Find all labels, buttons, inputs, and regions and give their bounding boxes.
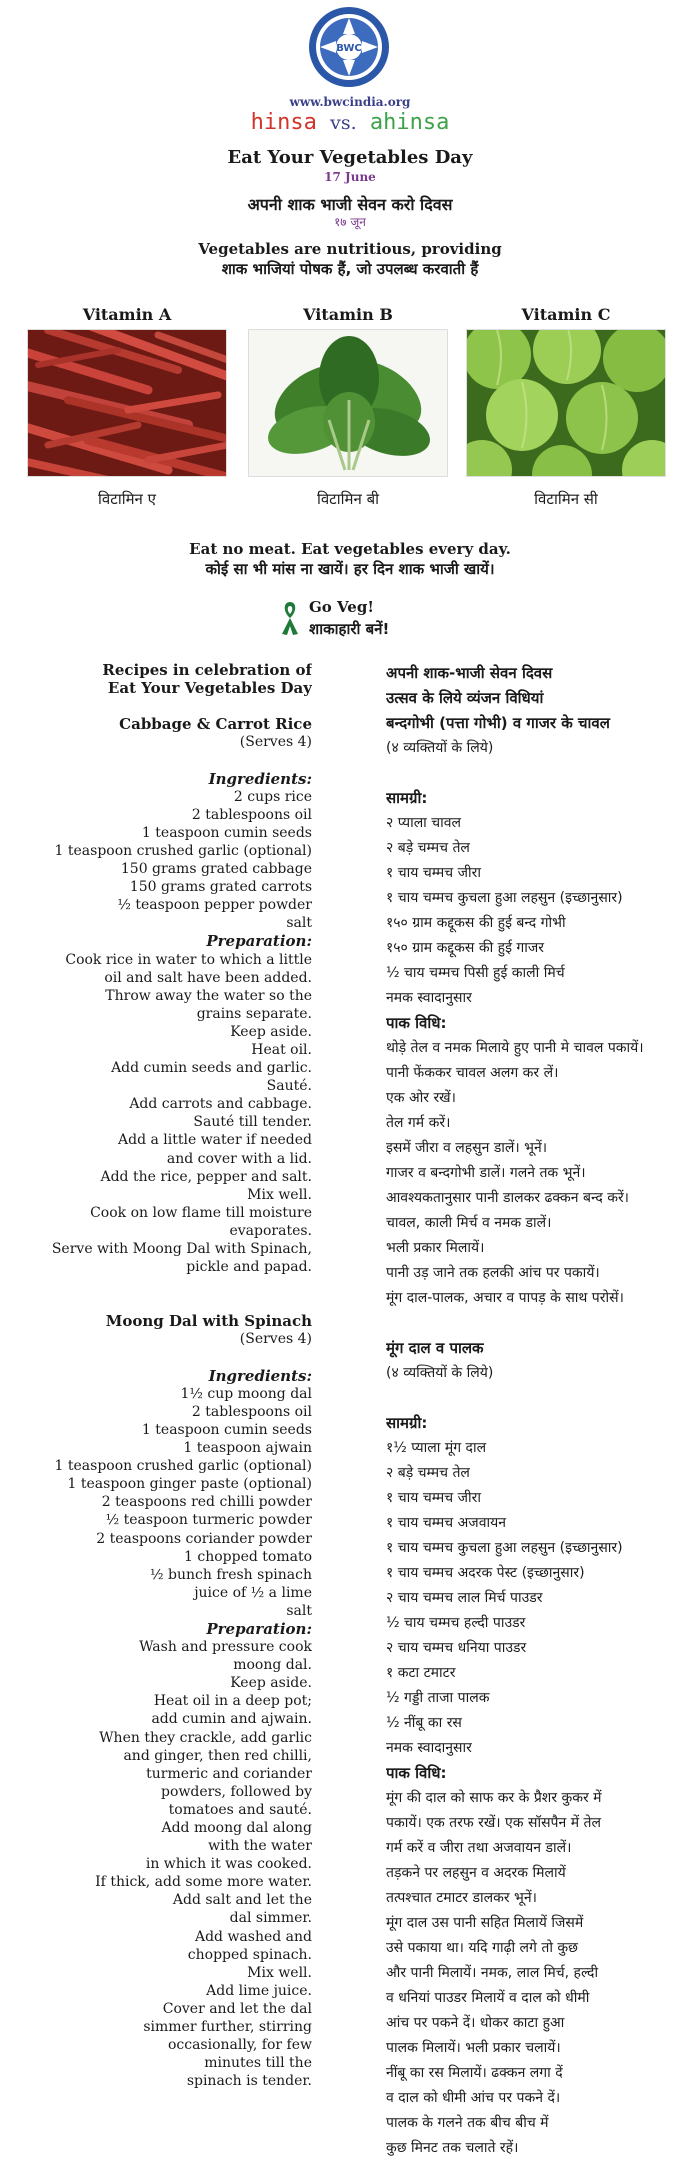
recipe-line [0, 1294, 312, 1312]
logo-text: BWC [336, 43, 362, 54]
recipe-subheading: Ingredients: [208, 769, 312, 788]
recipe-subheading: Ingredients: [208, 1366, 312, 1385]
recipe-line: powders, followed by [161, 1783, 312, 1800]
recipe-line: and cover with a lid. [166, 1150, 312, 1167]
recipe-line: 2 tablespoons oil [191, 806, 312, 823]
recipe-line: ½ चाय चम्मच हल्दी पाउडर [386, 1615, 526, 1631]
go-veg-heading: Go Veg! [309, 598, 374, 616]
recipe-subheading: Preparation: [206, 932, 312, 951]
recipe-line [0, 751, 312, 769]
recipe-heading: पाक विधि: [386, 1764, 447, 1782]
page-title: Eat Your Vegetables Day [227, 147, 473, 168]
recipe-line: (४ व्यक्तियों के लिये) [386, 1365, 494, 1381]
recipe-line: आवश्यकतानुसार पानी डालकर ढक्कन बन्द करें। [386, 1190, 629, 1206]
recipe-line: salt [286, 915, 312, 932]
slogan: Eat no meat. Eat vegetables every day. [189, 540, 511, 558]
carrots-image [27, 329, 227, 477]
recipe-line: तड़कने पर लहसुन व अदरक मिलायें [386, 1865, 566, 1881]
recipe-line: मूंग की दाल को साफ कर के प्रैशर कुकर में [386, 1790, 602, 1806]
recipes-english [0, 661, 312, 2090]
vitamin-label: Vitamin A [82, 305, 172, 324]
recipe-line: oil and salt have been added. [104, 969, 312, 986]
vitamin-label-hindi: विटामिन सी [534, 490, 598, 508]
recipe-line: पानी उड़ जाने तक हलकी आंच पर पकायें। [386, 1265, 600, 1281]
recipe-line: आंच पर पकने दें। धोकर काटा हुआ [386, 2015, 565, 2031]
recipe-heading: पाक विधि: [386, 1014, 447, 1032]
recipe-line: chopped spinach. [187, 1946, 312, 1963]
recipe-line: tomatoes and sauté. [168, 1801, 312, 1818]
recipe-line: 2 tablespoons oil [191, 1403, 312, 1420]
recipe-line: (४ व्यक्तियों के लिये) [386, 740, 494, 756]
recipe-line [0, 697, 312, 715]
recipe-line: २ प्याला चावल [386, 815, 462, 831]
recipe-line: ½ चाय चम्मच पिसी हुई काली मिर्च [386, 965, 565, 981]
recipe-line: ½ teaspoon turmeric powder [105, 1512, 312, 1529]
recipe-line: ½ गड्डी ताजा पालक [386, 1690, 490, 1706]
recipe-line: (Serves 4) [239, 734, 312, 751]
recipe-line: moong dal. [233, 1657, 312, 1674]
recipe-line: juice of ½ a lime [194, 1584, 312, 1601]
recipe-line: १ चाय चम्मच अजवायन [386, 1515, 506, 1531]
vitamin-label-hindi: विटामिन बी [316, 490, 380, 508]
recipe-line: Add carrots and cabbage. [129, 1096, 312, 1113]
recipe-line: Cover and let the dal [162, 2000, 312, 2017]
vitamin-label: Vitamin C [521, 305, 611, 324]
recipe-line: turmeric and coriander [146, 1765, 312, 1782]
recipe-heading: बन्दगोभी (पत्ता गोभी) व गाजर के चावल [386, 714, 610, 732]
recipe-line: grains separate. [196, 1005, 312, 1022]
event-date: 17 June [324, 170, 376, 184]
recipe-line: 150 grams grated cabbage [120, 861, 312, 878]
recipe-line [0, 1276, 312, 1294]
recipe-line: Add washed and [194, 1928, 312, 1945]
recipe-line: गाजर व बन्दगोभी डालें। गलने तक भूनें। [386, 1165, 586, 1181]
recipe-line: occasionally, for few [167, 2037, 312, 2054]
recipe-line: If thick, add some more water. [95, 1874, 312, 1891]
recipe-line: Sauté. [266, 1078, 312, 1095]
recipe-line: १ चाय चम्मच जीरा [386, 1490, 481, 1506]
recipe-line: and ginger, then red chilli, [123, 1747, 312, 1764]
recipe-line: तेल गर्म करें। [386, 1115, 451, 1131]
recipe-line: गर्म करें व जीरा तथा अजवायन डालें। [386, 1840, 572, 1856]
recipe-line: salt [286, 1602, 312, 1619]
ribbon-icon [279, 600, 301, 636]
nutrition-statement: Vegetables are nutritious, providing [198, 240, 502, 258]
recipe-heading: Eat Your Vegetables Day [107, 679, 312, 698]
recipe-line: Add cumin seeds and garlic. [111, 1060, 312, 1077]
go-veg-heading-hindi: शाकाहारी बनें! [309, 620, 390, 638]
recipe-line [386, 1311, 696, 1336]
recipe-line: १ चाय चम्मच जीरा [386, 865, 481, 881]
recipe-line: व दाल को धीमी आंच पर पकने दें। [386, 2090, 561, 2106]
bwc-logo [308, 6, 390, 88]
recipe-line: नमक स्वादानुसार [386, 1740, 472, 1756]
recipe-line: Add salt and let the [172, 1892, 312, 1909]
tagline [0, 110, 700, 135]
event-date-hindi: १७ जून [334, 215, 366, 229]
recipe-line: ½ bunch fresh spinach [150, 1566, 312, 1583]
recipe-line: Throw away the water so the [105, 987, 312, 1004]
recipe-heading: Cabbage & Carrot Rice [119, 715, 312, 734]
recipe-line: भली प्रकार मिलायें। [386, 1240, 485, 1256]
recipe-line: dal simmer. [229, 1910, 312, 1927]
recipe-line: पकायें। एक तरफ रखें। एक सॉसपैन में तेल [386, 1815, 601, 1831]
recipe-heading: Recipes in celebration of [102, 661, 312, 679]
recipe-line: Sauté till tender. [193, 1114, 312, 1131]
recipe-line: spinach is tender. [186, 2073, 312, 2090]
recipe-line: 1 chopped tomato [184, 1548, 312, 1565]
recipe-line: २ चाय चम्मच लाल मिर्च पाउडर [386, 1590, 543, 1606]
recipe-line: Mix well. [247, 1186, 312, 1203]
vitamin-a-panel [27, 305, 227, 509]
recipe-line: कुछ मिनट तक चलाते रहें। [386, 2140, 519, 2156]
recipe-line: Add lime juice. [206, 1982, 312, 1999]
page-title-hindi: अपनी शाक भाजी सेवन करो दिवस [247, 195, 453, 214]
recipe-line [386, 1386, 696, 1411]
recipe-line: 2 teaspoons red chilli powder [101, 1494, 312, 1511]
recipe-line: 1 teaspoon cumin seeds [141, 1421, 312, 1438]
recipe-heading: Moong Dal with Spinach [105, 1312, 312, 1331]
recipe-line: २ चाय चम्मच धनिया पाउडर [386, 1640, 527, 1656]
slogan-hindi: कोई सा भी मांस ना खायें। हर दिन शाक भाजी खायें। [205, 560, 495, 578]
recipe-line: पालक मिलायें। भली प्रकार चलायें। [386, 2040, 561, 2056]
nutrition-statement-hindi: शाक भाजियां पोषक हैं, जो उपलब्ध करवाती हैं [221, 260, 479, 278]
recipe-line: Keep aside. [230, 1023, 312, 1040]
recipe-line: पालक के गलने तक बीच बीच में [386, 2115, 549, 2131]
recipe-line: Add a little water if needed [118, 1132, 312, 1149]
recipe-line: Add the rice, pepper and salt. [100, 1168, 312, 1185]
recipe-line: Cook on low flame till moisture [90, 1204, 312, 1221]
recipe-line: Wash and pressure cook [139, 1639, 312, 1656]
tagline-hinsa: hinsa [250, 110, 317, 135]
recipe-line: Serve with Moong Dal with Spinach, [51, 1241, 312, 1257]
recipe-line: pickle and papad. [186, 1259, 312, 1276]
recipe-line: नींबू का रस मिलायें। ढक्कन लगा दें [386, 2065, 563, 2081]
recipe-line [0, 1349, 312, 1367]
recipe-line: मूंग दाल उस पानी सहित मिलायें जिसमें [386, 1915, 584, 1931]
recipe-line: ½ नींबू का रस [386, 1715, 462, 1731]
recipe-line: थोड़े तेल व नमक मिलाये हुए पानी मे चावल पकायें। [386, 1040, 644, 1056]
recipe-line: 1 teaspoon cumin seeds [141, 824, 312, 841]
recipe-line: (Serves 4) [239, 1331, 312, 1348]
recipe-line: simmer further, stirring [143, 2019, 312, 2036]
recipe-line: इसमें जीरा व लहसुन डालें। भूनें। [386, 1140, 548, 1156]
recipe-line: २ बड़े चम्मच तेल [386, 840, 470, 856]
recipe-line: 1½ cup moong dal [180, 1385, 312, 1402]
recipe-line: एक ओर रखें। [386, 1090, 456, 1106]
recipe-line: नमक स्वादानुसार [386, 990, 472, 1006]
recipe-line: 1 teaspoon crushed garlic (optional) [54, 842, 312, 859]
recipe-line: १५० ग्राम कद्दूकस की हुई बन्द गोभी [386, 915, 566, 931]
cabbage-image [466, 329, 666, 477]
tagline-ahinsa: ahinsa [369, 110, 450, 135]
recipe-heading: अपनी शाक-भाजी सेवन दिवस [386, 664, 553, 682]
recipe-line: २ बड़े चम्मच तेल [386, 1465, 470, 1481]
recipe-line: Add moong dal along [161, 1820, 312, 1836]
recipe-subheading: Preparation: [206, 1619, 312, 1638]
recipe-line: मूंग दाल-पालक, अचार व पापड़ के साथ परोसें। [386, 1290, 624, 1306]
recipe-line: १ चाय चम्मच कुचला हुआ लहसुन (इच्छानुसार) [386, 890, 623, 906]
recipe-line: १ चाय चम्मच अदरक पेस्ट (इच्छानुसार) [386, 1565, 585, 1581]
recipe-line: व धनियां पाउडर मिलायें व दाल को धीमी [386, 1990, 590, 2006]
recipe-line: ½ teaspoon pepper powder [117, 897, 312, 914]
website-url[interactable]: www.bwcindia.org [289, 95, 411, 109]
recipe-heading: उत्सव के लिये व्यंजन विधियां [386, 689, 544, 707]
vitamin-label: Vitamin B [303, 305, 393, 324]
recipe-line: with the water [208, 1838, 312, 1855]
recipe-line [386, 761, 696, 786]
recipe-heading: सामग्री: [386, 1414, 428, 1432]
recipe-line: evaporates. [229, 1222, 312, 1239]
recipe-line: १ कटा टमाटर [386, 1665, 456, 1681]
spinach-image [248, 329, 448, 477]
recipes-hindi [386, 661, 696, 2161]
recipe-line: तत्पश्चात टमाटर डालकर भूनें। [386, 1890, 537, 1906]
vitamin-b-panel [248, 305, 448, 509]
recipe-line: add cumin and ajwain. [151, 1711, 312, 1728]
recipe-line: Cook rice in water to which a little [65, 951, 312, 968]
recipe-line: उसे पकाया था। यदि गाढ़ी लगे तो कुछ [386, 1940, 578, 1956]
vitamin-label-hindi: विटामिन ए [98, 490, 156, 508]
recipe-line: और पानी मिलायें। नमक, लाल मिर्च, हल्दी [386, 1965, 599, 1981]
recipe-line: 150 grams grated carrots [129, 879, 312, 896]
recipe-line: Heat oil. [251, 1041, 312, 1058]
recipe-line: 1 teaspoon ginger paste (optional) [67, 1476, 312, 1493]
recipe-line: चावल, काली मिर्च व नमक डालें। [386, 1215, 552, 1231]
recipe-line: १½ प्याला मूंग दाल [386, 1440, 487, 1456]
recipe-line: 1 teaspoon crushed garlic (optional) [54, 1458, 312, 1475]
tagline-vs: vs. [330, 112, 357, 134]
recipe-heading: मूंग दाल व पालक [386, 1339, 484, 1357]
recipe-line: When they crackle, add garlic [99, 1729, 312, 1746]
recipe-line: 1 teaspoon ajwain [183, 1440, 312, 1457]
recipe-line: Mix well. [247, 1964, 312, 1981]
recipe-line: in which it was cooked. [145, 1856, 312, 1873]
recipe-line: १ चाय चम्मच कुचला हुआ लहसुन (इच्छानुसार) [386, 1540, 623, 1556]
vitamin-c-panel [466, 305, 666, 509]
recipe-line: पानी फेंककर चावल अलग कर लें। [386, 1065, 559, 1081]
recipe-line: minutes till the [204, 2055, 312, 2072]
recipe-line: १५० ग्राम कद्दूकस की हुई गाजर [386, 940, 545, 956]
recipe-line: 2 teaspoons coriander powder [96, 1530, 312, 1547]
recipe-line: Heat oil in a deep pot; [153, 1693, 312, 1710]
recipe-line: 2 cups rice [233, 788, 312, 805]
recipe-line: Keep aside. [230, 1675, 312, 1692]
recipe-heading: सामग्री: [386, 789, 428, 807]
